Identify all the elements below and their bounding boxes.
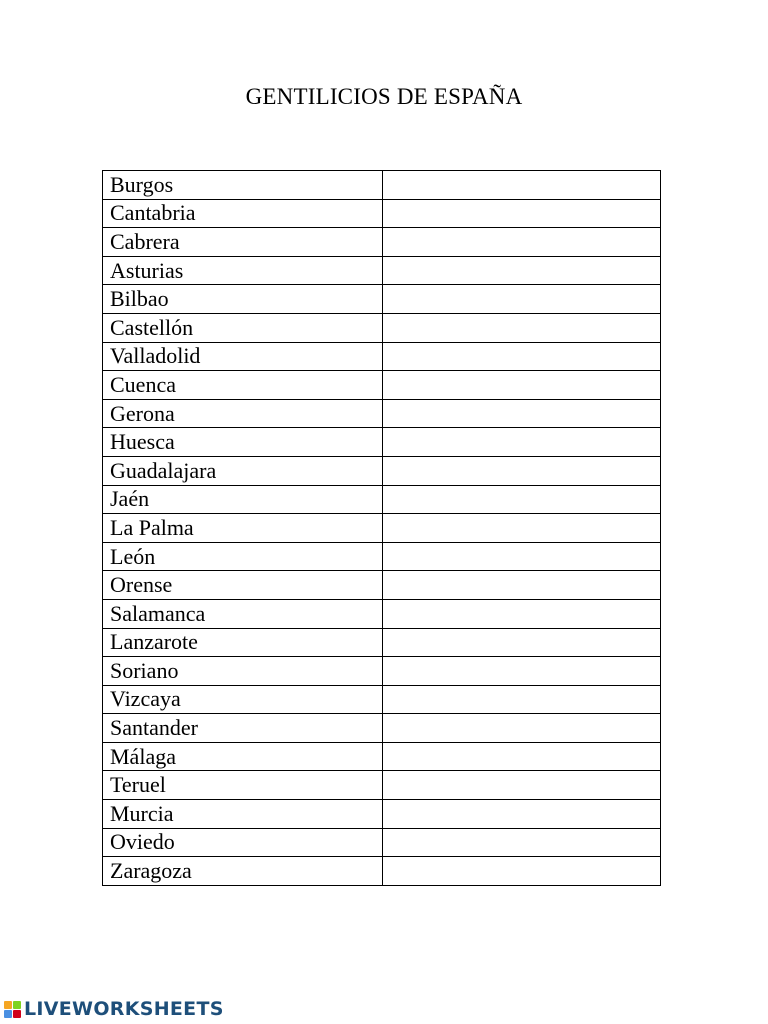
- place-name-cell: Orense: [103, 571, 383, 600]
- table-row: [103, 657, 661, 686]
- table-row: [103, 742, 661, 771]
- logo-text: LIVEWORKSHEETS: [24, 998, 224, 1020]
- answer-cell[interactable]: [383, 228, 661, 257]
- gentilicio-answer-input[interactable]: [383, 258, 660, 284]
- gentilicio-answer-input[interactable]: [383, 230, 660, 256]
- gentilicio-answer-input[interactable]: [383, 601, 660, 627]
- answer-cell[interactable]: [383, 542, 661, 571]
- logo-square: [4, 1010, 12, 1018]
- answer-cell[interactable]: [383, 742, 661, 771]
- table-row: [103, 599, 661, 628]
- gentilicio-answer-input[interactable]: [383, 344, 660, 370]
- place-name-cell: Vizcaya: [103, 685, 383, 714]
- table-row: [103, 771, 661, 800]
- table-row: [103, 800, 661, 829]
- answer-cell[interactable]: [383, 857, 661, 886]
- answer-cell[interactable]: [383, 171, 661, 200]
- gentilicio-answer-input[interactable]: [383, 716, 660, 742]
- answer-cell[interactable]: [383, 313, 661, 342]
- place-name-cell: Lanzarote: [103, 628, 383, 657]
- answer-cell[interactable]: [383, 599, 661, 628]
- table-row: [103, 228, 661, 257]
- table-row: [103, 456, 661, 485]
- answer-cell[interactable]: [383, 428, 661, 457]
- place-name-cell: Castellón: [103, 313, 383, 342]
- place-name-cell: Valladolid: [103, 342, 383, 371]
- table-row: [103, 428, 661, 457]
- page-title: GENTILICIOS DE ESPAÑA: [245, 84, 523, 109]
- table-row: [103, 256, 661, 285]
- gentilicio-answer-input[interactable]: [383, 773, 660, 799]
- place-name-cell: La Palma: [103, 514, 383, 543]
- answer-cell[interactable]: [383, 199, 661, 228]
- gentilicio-answer-input[interactable]: [383, 802, 660, 828]
- answer-cell[interactable]: [383, 371, 661, 400]
- place-name-cell: Asturias: [103, 256, 383, 285]
- answer-cell[interactable]: [383, 485, 661, 514]
- place-name-cell: Teruel: [103, 771, 383, 800]
- place-name-cell: Huesca: [103, 428, 383, 457]
- gentilicios-table: [102, 170, 661, 886]
- answer-cell[interactable]: [383, 800, 661, 829]
- gentilicio-answer-input[interactable]: [383, 287, 660, 313]
- gentilicio-answer-input[interactable]: [383, 744, 660, 770]
- place-name-cell: Soriano: [103, 657, 383, 686]
- liveworksheets-logo: [4, 998, 224, 1020]
- place-name-cell: Burgos: [103, 171, 383, 200]
- gentilicio-answer-input[interactable]: [383, 659, 660, 685]
- gentilicio-answer-input[interactable]: [383, 687, 660, 713]
- place-name-cell: León: [103, 542, 383, 571]
- place-name-cell: Jaén: [103, 485, 383, 514]
- table-row: [103, 342, 661, 371]
- place-name-cell: Málaga: [103, 742, 383, 771]
- place-name-cell: Cabrera: [103, 228, 383, 257]
- table-row: [103, 171, 661, 200]
- answer-cell[interactable]: [383, 456, 661, 485]
- answer-cell[interactable]: [383, 514, 661, 543]
- answer-cell[interactable]: [383, 399, 661, 428]
- place-name-cell: Gerona: [103, 399, 383, 428]
- table-row: [103, 514, 661, 543]
- table-body: [103, 171, 661, 886]
- table-row: [103, 714, 661, 743]
- table-row: [103, 685, 661, 714]
- gentilicio-answer-input[interactable]: [383, 516, 660, 542]
- place-name-cell: Zaragoza: [103, 857, 383, 886]
- answer-cell[interactable]: [383, 685, 661, 714]
- gentilicio-answer-input[interactable]: [383, 458, 660, 484]
- gentilicio-answer-input[interactable]: [383, 316, 660, 342]
- table-row: [103, 399, 661, 428]
- place-name-cell: Bilbao: [103, 285, 383, 314]
- answer-cell[interactable]: [383, 771, 661, 800]
- liveworksheets-logo-icon: [4, 1001, 21, 1018]
- gentilicio-answer-input[interactable]: [383, 373, 660, 399]
- answer-cell[interactable]: [383, 571, 661, 600]
- gentilicio-answer-input[interactable]: [383, 401, 660, 427]
- answer-cell[interactable]: [383, 342, 661, 371]
- logo-square: [13, 1001, 21, 1009]
- table-row: [103, 371, 661, 400]
- answer-cell[interactable]: [383, 657, 661, 686]
- gentilicio-answer-input[interactable]: [383, 201, 660, 227]
- logo-square: [13, 1010, 21, 1018]
- gentilicio-answer-input[interactable]: [383, 830, 660, 856]
- answer-cell[interactable]: [383, 628, 661, 657]
- answer-cell[interactable]: [383, 285, 661, 314]
- answer-cell[interactable]: [383, 256, 661, 285]
- gentilicio-answer-input[interactable]: [383, 173, 660, 199]
- place-name-cell: Cantabria: [103, 199, 383, 228]
- answer-cell[interactable]: [383, 714, 661, 743]
- gentilicio-answer-input[interactable]: [383, 859, 660, 885]
- table-row: [103, 828, 661, 857]
- logo-square: [4, 1001, 12, 1009]
- table-row: [103, 313, 661, 342]
- table-row: [103, 542, 661, 571]
- gentilicio-answer-input[interactable]: [383, 430, 660, 456]
- table-row: [103, 628, 661, 657]
- answer-cell[interactable]: [383, 828, 661, 857]
- table-row: [103, 571, 661, 600]
- place-name-cell: Cuenca: [103, 371, 383, 400]
- place-name-cell: Salamanca: [103, 599, 383, 628]
- table-row: [103, 857, 661, 886]
- place-name-cell: Santander: [103, 714, 383, 743]
- place-name-cell: Oviedo: [103, 828, 383, 857]
- gentilicio-answer-input[interactable]: [383, 630, 660, 656]
- gentilicio-answer-input[interactable]: [383, 544, 660, 570]
- table-row: [103, 485, 661, 514]
- gentilicio-answer-input[interactable]: [383, 487, 660, 513]
- table-row: [103, 285, 661, 314]
- table-row: [103, 199, 661, 228]
- gentilicio-answer-input[interactable]: [383, 573, 660, 599]
- place-name-cell: Guadalajara: [103, 456, 383, 485]
- place-name-cell: Murcia: [103, 800, 383, 829]
